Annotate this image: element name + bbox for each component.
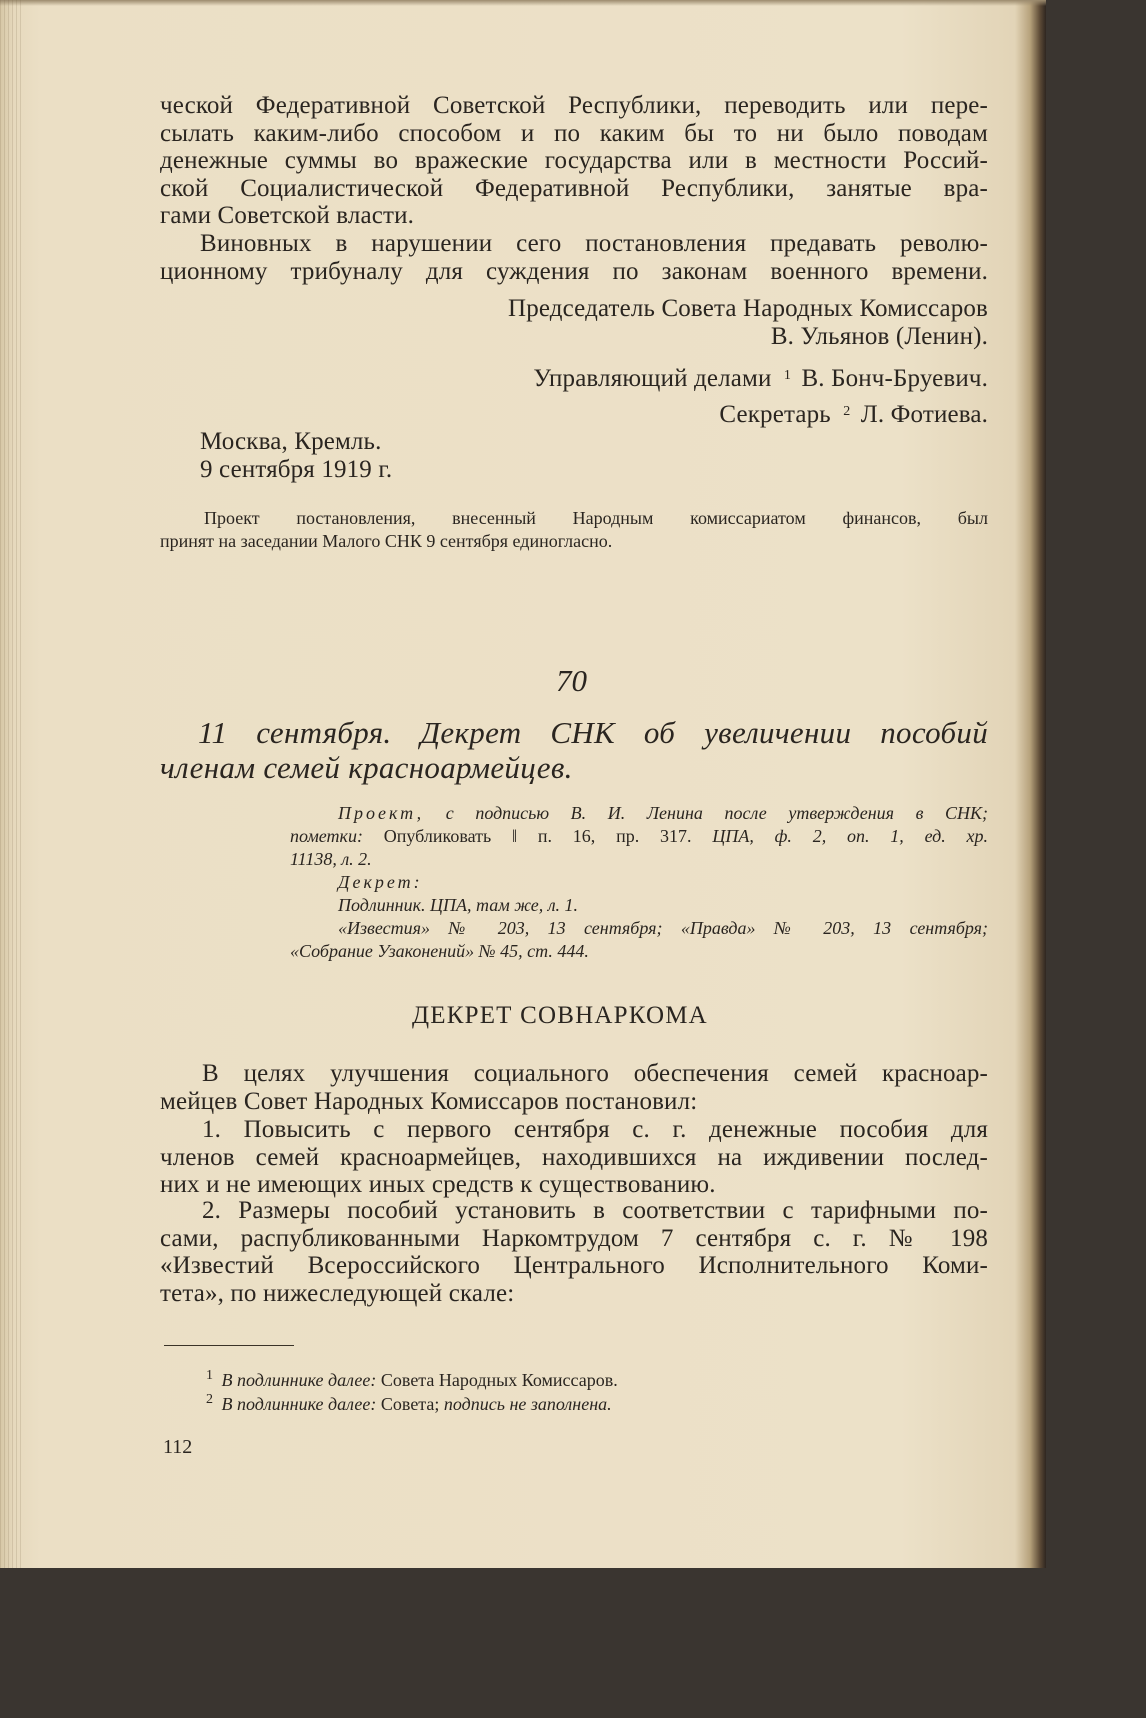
text-line: ской Социалистической Федеративной Республики, занятые вра- <box>160 174 988 202</box>
text-line: мейцев Совет Народных Комиссаров постановил: <box>160 1087 698 1115</box>
note-line: Проект постановления, внесенный Народным комиссариатом финансов, был <box>204 508 988 528</box>
footnote-mark: 1 <box>783 368 792 383</box>
place-date <box>200 428 392 483</box>
decree-item-1 <box>160 1116 988 1199</box>
secretary-title: Секретарь <box>719 401 831 428</box>
footnote-label: В подлиннике далее: <box>221 1394 377 1414</box>
source-line: 11138, л. 2. <box>290 849 372 869</box>
document-heading <box>160 715 988 785</box>
page-number: 112 <box>163 1436 193 1458</box>
footnote-mark: 1 <box>206 1368 213 1383</box>
footnote-separator <box>164 1345 294 1346</box>
document-number: 70 <box>556 663 587 698</box>
date: 9 сентября 1919 г. <box>200 455 393 483</box>
decree-item-2 <box>160 1197 988 1307</box>
secretary-signature <box>719 398 988 429</box>
source-type: Декрет: <box>338 872 423 892</box>
source-line <box>290 871 988 894</box>
source-text: ЦПА, ф. 2, оп. 1, ед. хр. <box>712 826 989 846</box>
source-text: Подлинник. ЦПА, там же, л. 1. <box>338 895 579 915</box>
source-line <box>290 802 988 825</box>
heading-line: членам семей красноармейцев. <box>160 750 573 785</box>
source-line <box>290 894 988 917</box>
text-line: денежные суммы во вражеские государства или в местности Россий- <box>160 147 988 174</box>
source-line: «Собрание Узаконений» № 45, ст. 444. <box>290 941 589 961</box>
source-line: «Известия» № 203, 13 сентября; «Правда» № 203, 13 сентября; <box>338 918 988 938</box>
decree-intro <box>160 1060 988 1115</box>
page-spine-edge <box>0 0 22 1568</box>
chairman-name: В. Ульянов (Ленин). <box>770 323 988 350</box>
footnote-mark: 2 <box>206 1392 213 1407</box>
text-line: 2. Размеры пособий установить в соответствии с тарифными по- <box>202 1197 988 1224</box>
manager-signature <box>533 362 988 393</box>
decree-title: ДЕКРЕТ СОВНАРКОМА <box>412 1002 708 1029</box>
top-paragraph <box>160 92 988 230</box>
secretary-name: Л. Фотиева. <box>860 401 988 428</box>
manager-name: В. Бонч-Бруевич. <box>801 365 988 392</box>
text-line: сылать каким-либо способом и по каким бы то ни было поводам <box>160 119 988 147</box>
text-line: Виновных в нарушении сего постановления предавать револю- <box>200 230 988 257</box>
text-line: ционному трибуналу для суждения по законам военного времени. <box>160 257 988 285</box>
place: Москва, Кремль. <box>200 428 382 455</box>
source-type: Проект, <box>338 803 425 823</box>
text-line: членов семей красноармейцев, находившихся на иждивении послед- <box>160 1143 988 1171</box>
source-text: Опубликовать ‖ п. 16, пр. 317. <box>383 826 692 846</box>
text-line: ческой Федеративной Советской Республики, переводить или пере- <box>160 92 988 119</box>
footnote-text: Совета Народных Комиссаров. <box>380 1370 618 1390</box>
source-text: пометки: <box>290 826 363 846</box>
footnote-text: подпись не заполнена. <box>443 1394 612 1414</box>
archival-sources <box>290 802 988 963</box>
footnote-label: В подлиннике далее: <box>221 1370 377 1390</box>
chairman-title: Председатель Совета Народных Комиссаров <box>507 295 988 322</box>
penalty-paragraph <box>160 230 988 285</box>
text-line: 1. Повысить с первого сентября с. г. денежные пособия для <box>202 1116 988 1143</box>
manager-title: Управляющий делами <box>533 365 772 392</box>
text-line: тета», по нижеследующей скале: <box>160 1279 515 1307</box>
note-line: принят на заседании Малого СНК 9 сентября единогласно. <box>160 531 613 551</box>
source-text: с подписью В. И. Ленина после утверждения в СНК; <box>445 803 988 823</box>
footnote-mark: 2 <box>843 404 851 419</box>
footnote-text: Совета; <box>380 1394 440 1414</box>
text-line: гами Советской власти. <box>160 202 415 229</box>
text-line: В целях улучшения социального обеспечения семей красноар- <box>202 1060 988 1087</box>
footnote-2 <box>206 1388 612 1416</box>
text-line: них и не имеющих иных средств к существованию. <box>160 1171 716 1198</box>
editor-note <box>160 507 988 553</box>
text-line: «Известий Всероссийского Центрального Исполнительного Коми- <box>160 1252 988 1279</box>
text-line: сами, распубликованными Наркомтрудом 7 сентября с. г. № 198 <box>160 1224 988 1252</box>
source-line <box>290 825 988 848</box>
heading-line: 11 сентября. Декрет СНК об увеличении пособий <box>198 715 988 750</box>
